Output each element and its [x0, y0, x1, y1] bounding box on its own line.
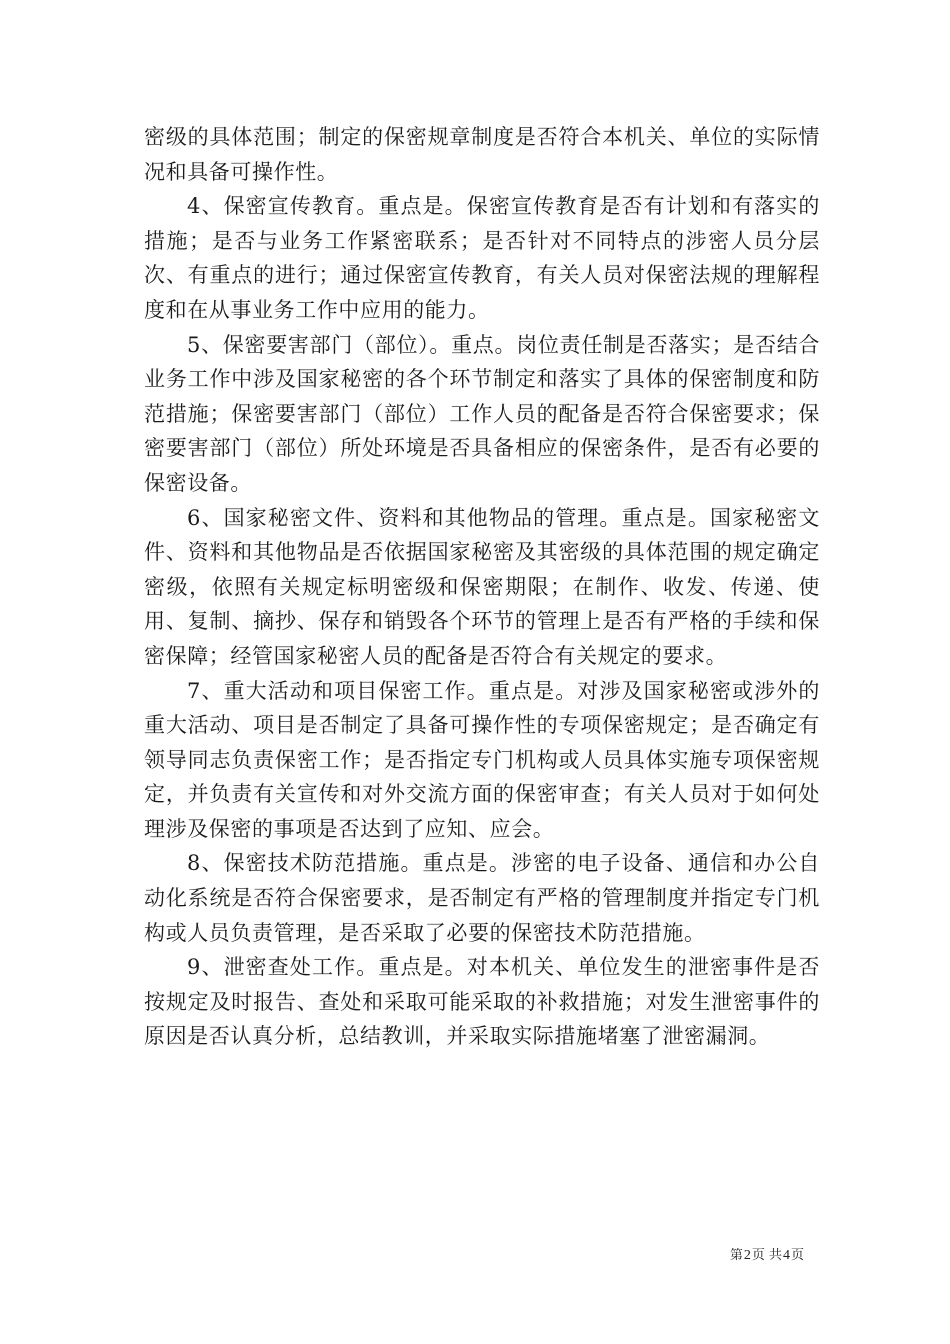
paragraph-continuation: 密级的具体范围；制定的保密规章制度是否符合本机关、单位的实际情况和具备可操作性。	[144, 125, 820, 184]
footer-suffix: 页	[790, 1248, 804, 1263]
paragraph-item-8: 8、保密技术防范措施。重点是。涉密的电子设备、通信和办公自动化系统是否符合保密要求，是否制定有严格的管理制度并指定专门机构或人员负责管理，是否采取了必要的保密技术防范措施。	[144, 851, 820, 945]
paragraph-item-7: 7、重大活动和项目保密工作。重点是。对涉及国家秘密或涉外的重大活动、项目是否制定了具备可操作性的专项保密规定；是否确定有领导同志负责保密工作；是否指定专门机构或人员具体实施专项保密规定，并负责有关宣传和对外交流方面的保密审查；有关人员对于如何处理涉及保密的事项是否达到了应知、应会。	[144, 678, 820, 841]
footer-middle: 页 共	[751, 1248, 782, 1263]
paragraph-item-9: 9、泄密查处工作。重点是。对本机关、单位发生的泄密事件是否按规定及时报告、查处和采取可能采取的补救措施；对发生泄密事件的原因是否认真分析，总结教训，并采取实际措施堵塞了泄密漏洞。	[144, 955, 820, 1049]
document-body	[144, 120, 820, 1054]
footer-prefix: 第	[729, 1248, 743, 1263]
current-page-number: 2	[743, 1248, 751, 1263]
page-number-footer	[730, 1248, 804, 1264]
paragraph-item-5: 5、保密要害部门（部位）。重点。岗位责任制是否落实；是否结合业务工作中涉及国家秘密的各个环节制定和落实了具体的保密制度和防范措施；保密要害部门（部位）工作人员的配备是否符合保密要求；保密要害部门（部位）所处环境是否具备相应的保密条件，是否有必要的保密设备。	[144, 332, 820, 495]
paragraph-item-4: 4、保密宣传教育。重点是。保密宣传教育是否有计划和有落实的措施；是否与业务工作紧密联系；是否针对不同特点的涉密人员分层次、有重点的进行；通过保密宣传教育，有关人员对保密法规的理解程度和在从事业务工作中应用的能力。	[144, 194, 820, 322]
paragraph-item-6: 6、国家秘密文件、资料和其他物品的管理。重点是。国家秘密文件、资料和其他物品是否依据国家秘密及其密级的具体范围的规定确定密级，依照有关规定标明密级和保密期限；在制作、收发、传递、使用、复制、摘抄、保存和销毁各个环节的管理上是否有严格的手续和保密保障；经管国家秘密人员的配备是否符合有关规定的要求。	[144, 505, 820, 668]
total-page-number: 4	[782, 1248, 790, 1263]
